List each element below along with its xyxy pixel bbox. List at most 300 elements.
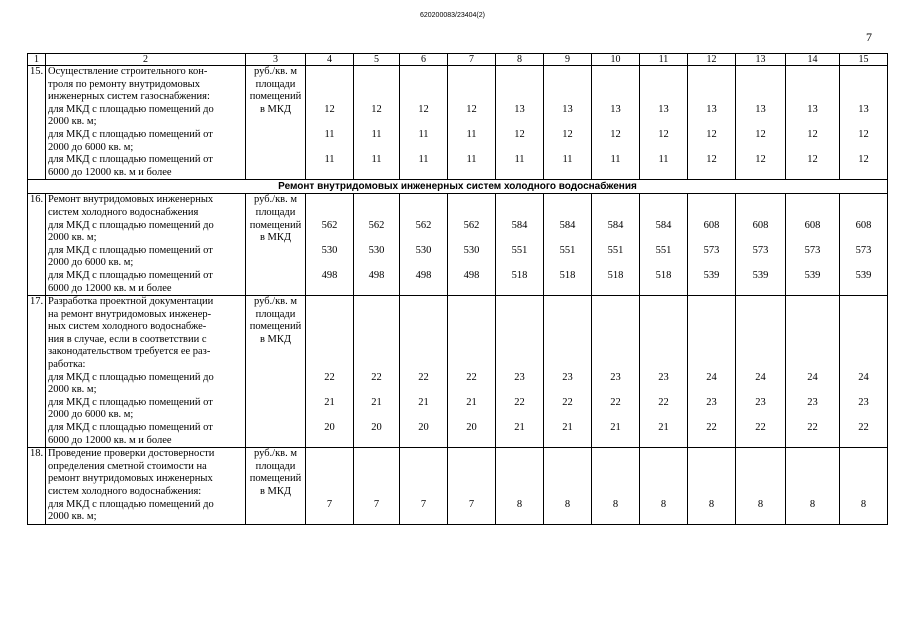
description-line: на ремонт внутридомовых инженер- <box>48 308 212 320</box>
value: 11 <box>466 128 477 140</box>
spacer <box>400 473 447 486</box>
value: 7 <box>420 498 427 510</box>
spacer <box>496 473 543 486</box>
spacer <box>688 321 735 334</box>
value-cell <box>496 296 544 448</box>
spacer <box>736 207 785 220</box>
spacer <box>354 309 399 322</box>
unit-line: руб./кв. м <box>253 296 298 308</box>
spacer <box>306 257 353 270</box>
value-cell <box>544 296 592 448</box>
spacer <box>640 207 687 220</box>
value-cell <box>840 66 888 180</box>
value: 22 <box>371 371 382 383</box>
spacer <box>354 232 399 245</box>
value: 23 <box>562 371 573 383</box>
spacer <box>354 384 399 397</box>
spacer <box>354 257 399 270</box>
value: 20 <box>371 422 382 434</box>
spacer <box>400 296 447 309</box>
header-cell: 12 <box>688 54 736 66</box>
value: 11 <box>658 154 669 166</box>
value: 11 <box>418 128 429 140</box>
value-cell <box>448 296 496 448</box>
value: 8 <box>809 498 816 510</box>
spacer <box>786 321 839 334</box>
spacer <box>448 257 495 270</box>
spacer <box>640 296 687 309</box>
spacer <box>688 486 735 499</box>
value: 12 <box>418 103 429 115</box>
spacer <box>448 321 495 334</box>
spacer <box>354 511 399 524</box>
description-line: Разработка проектной документации <box>48 296 214 308</box>
spacer <box>306 232 353 245</box>
spacer <box>688 461 735 474</box>
spacer <box>448 384 495 397</box>
spacer <box>400 486 447 499</box>
description-line: ремонт внутридомовых инженерных <box>48 473 213 485</box>
spacer <box>840 486 887 499</box>
value-cell <box>448 448 496 525</box>
value: 20 <box>324 422 335 434</box>
spacer <box>592 283 639 296</box>
spacer <box>736 116 785 129</box>
header-cell: 7 <box>448 54 496 66</box>
value: 11 <box>514 154 525 166</box>
value-cell <box>736 296 786 448</box>
spacer <box>306 283 353 296</box>
value-cell <box>496 194 544 296</box>
spacer <box>400 283 447 296</box>
value: 23 <box>755 396 766 408</box>
unit-line: помещений <box>249 321 302 333</box>
value: 13 <box>514 103 525 115</box>
value: 608 <box>855 219 872 231</box>
value-cell <box>544 66 592 180</box>
value-cell <box>306 296 354 448</box>
spacer <box>400 435 447 448</box>
spacer <box>354 194 399 207</box>
spacer <box>306 461 353 474</box>
spacer <box>640 448 687 461</box>
value-cell <box>688 296 736 448</box>
value-cell <box>786 194 840 296</box>
row-number: 15. <box>28 66 46 180</box>
description-line: для МКД с площадью помещений до <box>48 103 214 115</box>
unit-line: руб./кв. м <box>253 448 298 460</box>
spacer <box>496 257 543 270</box>
spacer <box>400 309 447 322</box>
value: 13 <box>706 103 717 115</box>
value: 13 <box>658 103 669 115</box>
spacer <box>640 283 687 296</box>
spacer <box>688 66 735 79</box>
value-cell <box>354 296 400 448</box>
value: 13 <box>755 103 766 115</box>
spacer <box>544 167 591 180</box>
spacer <box>840 142 887 155</box>
value-cell <box>306 66 354 180</box>
spacer <box>840 435 887 448</box>
value: 22 <box>466 371 477 383</box>
spacer <box>640 66 687 79</box>
spacer <box>736 309 785 322</box>
value-cell <box>640 66 688 180</box>
spacer <box>496 283 543 296</box>
value-cell <box>786 296 840 448</box>
spacer <box>544 435 591 448</box>
spacer <box>688 207 735 220</box>
spacer <box>306 167 353 180</box>
value: 608 <box>804 219 821 231</box>
value: 498 <box>463 269 480 281</box>
value: 11 <box>371 128 382 140</box>
value: 23 <box>658 371 669 383</box>
value: 498 <box>368 269 385 281</box>
spacer <box>354 167 399 180</box>
spacer <box>306 511 353 524</box>
spacer <box>448 309 495 322</box>
value: 24 <box>858 371 869 383</box>
value: 8 <box>564 498 571 510</box>
value: 21 <box>466 396 477 408</box>
value: 13 <box>858 103 869 115</box>
value: 551 <box>655 244 672 256</box>
spacer <box>544 79 591 92</box>
spacer <box>840 321 887 334</box>
spacer <box>306 359 353 372</box>
unit-line: помещений <box>249 473 302 485</box>
spacer <box>306 448 353 461</box>
value: 608 <box>752 219 769 231</box>
row-unit <box>246 194 306 296</box>
spacer <box>400 79 447 92</box>
tariff-table <box>27 53 888 525</box>
spacer <box>840 194 887 207</box>
value: 551 <box>607 244 624 256</box>
description-line: 2000 кв. м; <box>48 232 97 244</box>
spacer <box>840 334 887 347</box>
spacer <box>306 334 353 347</box>
spacer <box>688 409 735 422</box>
spacer <box>496 232 543 245</box>
spacer <box>592 207 639 220</box>
spacer <box>544 232 591 245</box>
value: 11 <box>610 154 621 166</box>
description-line: для МКД с площадью помещений от <box>48 396 213 408</box>
value: 518 <box>607 269 624 281</box>
spacer <box>840 346 887 359</box>
value: 11 <box>371 154 382 166</box>
spacer <box>840 91 887 104</box>
spacer <box>640 409 687 422</box>
description-line: троля по ремонту внутридомовых <box>48 78 200 90</box>
spacer <box>496 79 543 92</box>
spacer <box>448 448 495 461</box>
value: 20 <box>466 422 477 434</box>
spacer <box>354 283 399 296</box>
spacer <box>544 448 591 461</box>
header-cell: 11 <box>640 54 688 66</box>
section-row <box>28 180 888 194</box>
spacer <box>640 334 687 347</box>
spacer <box>736 296 785 309</box>
spacer <box>496 461 543 474</box>
value: 22 <box>324 371 335 383</box>
spacer <box>306 296 353 309</box>
value: 584 <box>655 219 672 231</box>
spacer <box>448 91 495 104</box>
value-cell <box>640 194 688 296</box>
spacer <box>354 461 399 474</box>
header-cell: 5 <box>354 54 400 66</box>
spacer <box>306 486 353 499</box>
header-cell: 13 <box>736 54 786 66</box>
value: 22 <box>807 422 818 434</box>
spacer <box>400 116 447 129</box>
value: 21 <box>514 422 525 434</box>
spacer <box>544 511 591 524</box>
description-line: определения сметной стоимости на <box>48 460 207 472</box>
spacer <box>786 142 839 155</box>
spacer <box>496 511 543 524</box>
spacer <box>306 473 353 486</box>
spacer <box>840 66 887 79</box>
row-number: 17. <box>28 296 46 448</box>
spacer <box>688 142 735 155</box>
value: 21 <box>324 396 335 408</box>
spacer <box>354 409 399 422</box>
value: 530 <box>321 244 338 256</box>
spacer <box>840 461 887 474</box>
value: 8 <box>660 498 667 510</box>
description-line: 2000 до 6000 кв. м; <box>48 141 134 153</box>
spacer <box>496 309 543 322</box>
spacer <box>544 409 591 422</box>
spacer <box>448 473 495 486</box>
value: 573 <box>752 244 769 256</box>
value: 562 <box>415 219 432 231</box>
spacer <box>400 167 447 180</box>
spacer <box>640 359 687 372</box>
value-cell <box>592 296 640 448</box>
spacer <box>688 257 735 270</box>
spacer <box>736 167 785 180</box>
spacer <box>688 384 735 397</box>
value: 573 <box>804 244 821 256</box>
spacer <box>400 409 447 422</box>
spacer <box>640 511 687 524</box>
value-cell <box>640 448 688 525</box>
spacer <box>786 435 839 448</box>
description-line: ния в случае, если в соответствии с <box>48 333 207 345</box>
spacer <box>840 448 887 461</box>
spacer <box>840 409 887 422</box>
value: 23 <box>858 396 869 408</box>
header-cell: 8 <box>496 54 544 66</box>
unit-line: помещений <box>249 219 302 231</box>
value-cell <box>496 448 544 525</box>
page-number: 7 <box>866 30 872 44</box>
spacer <box>400 66 447 79</box>
value: 20 <box>418 422 429 434</box>
value: 21 <box>418 396 429 408</box>
spacer <box>592 167 639 180</box>
spacer <box>400 384 447 397</box>
spacer <box>688 309 735 322</box>
header-cell: 9 <box>544 54 592 66</box>
spacer <box>400 334 447 347</box>
row-unit <box>246 296 306 448</box>
value: 11 <box>324 154 335 166</box>
value: 12 <box>514 128 525 140</box>
value: 23 <box>807 396 818 408</box>
spacer <box>448 142 495 155</box>
value: 7 <box>468 498 475 510</box>
spacer <box>786 194 839 207</box>
spacer <box>840 207 887 220</box>
spacer <box>354 142 399 155</box>
spacer <box>840 232 887 245</box>
spacer <box>544 334 591 347</box>
spacer <box>592 384 639 397</box>
spacer <box>544 116 591 129</box>
spacer <box>736 435 785 448</box>
value-cell <box>544 194 592 296</box>
value: 11 <box>562 154 573 166</box>
spacer <box>736 66 785 79</box>
unit-line: руб./кв. м <box>253 66 298 77</box>
value: 12 <box>324 103 335 115</box>
value: 24 <box>706 371 717 383</box>
spacer <box>786 346 839 359</box>
spacer <box>400 359 447 372</box>
value: 12 <box>755 154 766 166</box>
row-description <box>46 194 246 296</box>
spacer <box>496 346 543 359</box>
spacer <box>448 194 495 207</box>
value: 530 <box>368 244 385 256</box>
value: 584 <box>511 219 528 231</box>
spacer <box>640 232 687 245</box>
value: 551 <box>511 244 528 256</box>
value-cell <box>544 448 592 525</box>
row-number: 16. <box>28 194 46 296</box>
value-cell <box>688 66 736 180</box>
spacer <box>592 257 639 270</box>
value-cell <box>736 194 786 296</box>
value: 12 <box>807 154 818 166</box>
value: 12 <box>858 128 869 140</box>
spacer <box>354 359 399 372</box>
spacer <box>592 435 639 448</box>
spacer <box>400 321 447 334</box>
description-line: для МКД с площадью помещений от <box>48 269 213 281</box>
spacer <box>640 346 687 359</box>
spacer <box>786 232 839 245</box>
spacer <box>400 461 447 474</box>
value: 8 <box>708 498 715 510</box>
spacer <box>840 384 887 397</box>
spacer <box>786 384 839 397</box>
table-row <box>28 296 888 448</box>
spacer <box>354 66 399 79</box>
spacer <box>640 167 687 180</box>
spacer <box>736 257 785 270</box>
spacer <box>354 296 399 309</box>
spacer <box>786 309 839 322</box>
value-cell <box>592 448 640 525</box>
spacer <box>306 309 353 322</box>
spacer <box>306 207 353 220</box>
spacer <box>640 309 687 322</box>
row-unit <box>246 448 306 525</box>
spacer <box>400 232 447 245</box>
spacer <box>448 66 495 79</box>
spacer <box>640 142 687 155</box>
spacer <box>786 116 839 129</box>
value: 573 <box>703 244 720 256</box>
description-line: законодательством требуется ее раз- <box>48 346 211 358</box>
row-description <box>46 448 246 525</box>
spacer <box>448 296 495 309</box>
description-line: 2000 кв. м; <box>48 511 97 523</box>
table-row <box>28 66 888 180</box>
spacer <box>688 359 735 372</box>
spacer <box>786 461 839 474</box>
spacer <box>448 79 495 92</box>
value: 530 <box>415 244 432 256</box>
value: 13 <box>610 103 621 115</box>
value: 12 <box>371 103 382 115</box>
row-description <box>46 296 246 448</box>
spacer <box>448 283 495 296</box>
spacer <box>448 232 495 245</box>
header-cell: 15 <box>840 54 888 66</box>
row-description <box>46 66 246 180</box>
spacer <box>354 346 399 359</box>
description-line: для МКД с площадью помещений от <box>48 244 213 256</box>
spacer <box>544 207 591 220</box>
unit-line: площади <box>255 460 296 472</box>
spacer <box>736 142 785 155</box>
spacer <box>448 359 495 372</box>
spacer <box>496 167 543 180</box>
spacer <box>840 79 887 92</box>
value: 562 <box>463 219 480 231</box>
spacer <box>592 296 639 309</box>
value: 11 <box>418 154 429 166</box>
header-row <box>28 54 888 66</box>
spacer <box>354 116 399 129</box>
value-cell <box>688 448 736 525</box>
value-cell <box>688 194 736 296</box>
spacer <box>736 91 785 104</box>
value-cell <box>496 66 544 180</box>
spacer <box>786 167 839 180</box>
description-line: для МКД с площадью помещений от <box>48 128 213 140</box>
spacer <box>400 194 447 207</box>
spacer <box>306 321 353 334</box>
spacer <box>354 486 399 499</box>
value-cell <box>400 448 448 525</box>
value-cell <box>786 448 840 525</box>
spacer <box>786 511 839 524</box>
spacer <box>736 334 785 347</box>
value: 22 <box>514 396 525 408</box>
unit-line: площади <box>255 206 296 218</box>
